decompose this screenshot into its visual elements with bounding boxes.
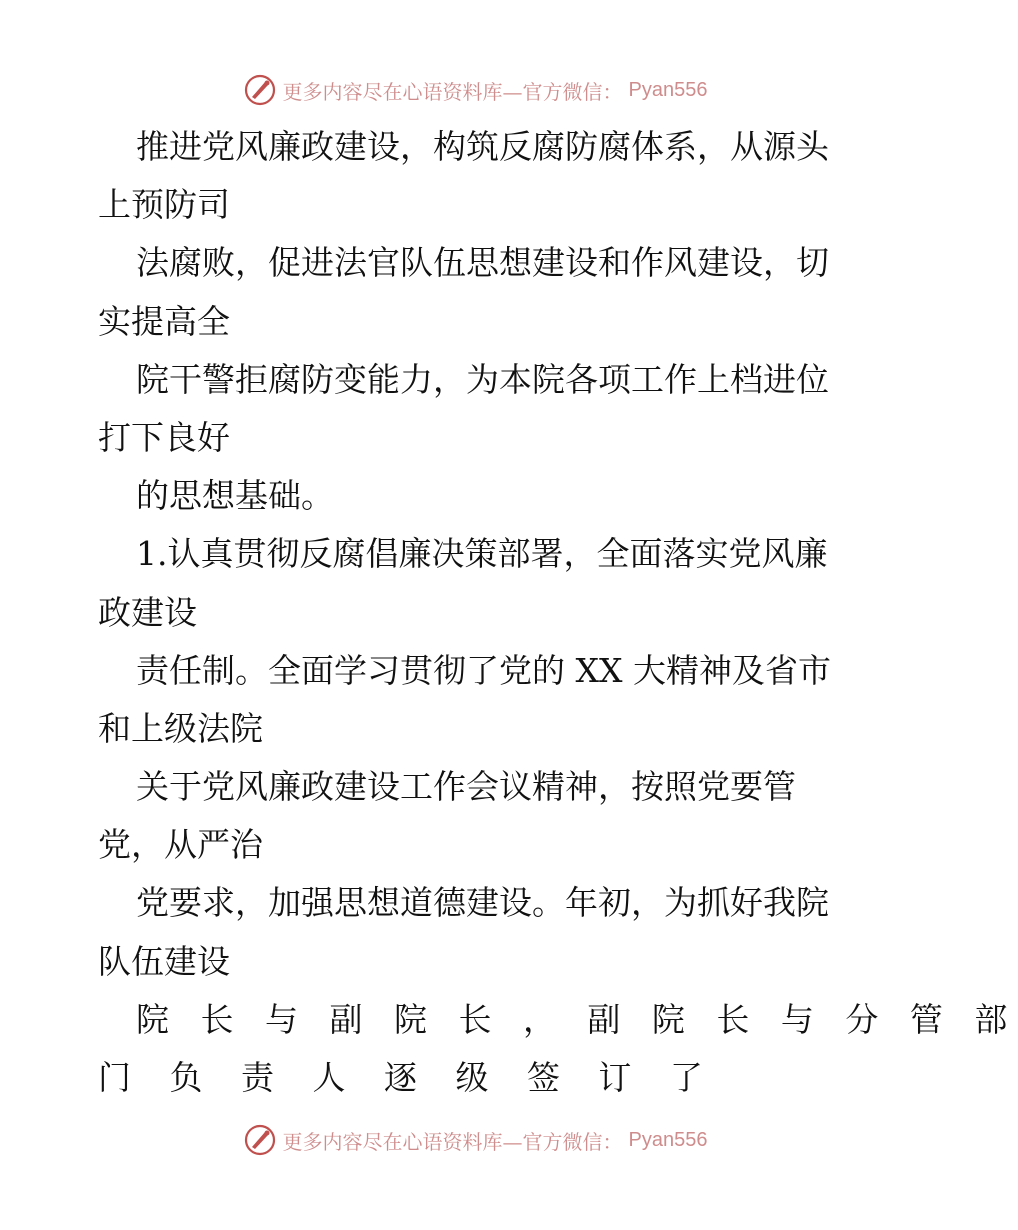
text-line-5: 院干警拒腐防变能力，为本院各项工作上档进位 xyxy=(136,359,829,399)
text-line-15: 队伍建设 xyxy=(98,941,230,981)
header-banner xyxy=(0,70,950,110)
footer-banner xyxy=(0,1120,950,1160)
text-line-10: 责任制。全面学习贯彻了党的 XX 大精神及省市 xyxy=(136,650,831,690)
header-banner-text: 更多内容尽在心语资料库—官方微信： xyxy=(282,79,623,104)
text-line-11: 和上级法院 xyxy=(98,708,263,748)
document-body xyxy=(98,118,1018,1107)
brand-logo-icon xyxy=(243,73,277,107)
brand-logo-icon xyxy=(243,1123,277,1157)
text-line-14: 党要求，加强思想道德建设。年初，为抓好我院 xyxy=(136,883,829,923)
footer-wechat-id: Pyan556 xyxy=(628,1128,708,1151)
text-line-4: 实提高全 xyxy=(98,301,230,341)
text-line-6: 打下良好 xyxy=(98,417,230,457)
text-line-13: 党，从严治 xyxy=(98,825,263,865)
header-wechat-id: Pyan556 xyxy=(628,78,708,101)
text-line-12: 关于党风廉政建设工作会议精神，按照党要管 xyxy=(136,767,796,807)
text-line-8: 1.认真贯彻反腐倡廉决策部署，全面落实党风廉 xyxy=(136,534,828,574)
text-line-1: 推进党风廉政建设，构筑反腐防腐体系，从源头 xyxy=(136,127,829,166)
footer-banner-text: 更多内容尽在心语资料库—官方微信： xyxy=(282,1129,623,1154)
text-line-7: 的思想基础。 xyxy=(136,476,334,516)
text-line-17: 门 负 责 人 逐 级 签 订 了 xyxy=(98,1058,717,1097)
text-line-16: 院 长 与 副 院 长 ， 副 院 长 与 分 管 部 xyxy=(136,999,1018,1039)
text-line-3: 法腐败，促进法官队伍思想建设和作风建设，切 xyxy=(136,243,829,283)
text-line-2: 上预防司 xyxy=(98,185,230,225)
text-line-9: 政建设 xyxy=(98,592,197,632)
